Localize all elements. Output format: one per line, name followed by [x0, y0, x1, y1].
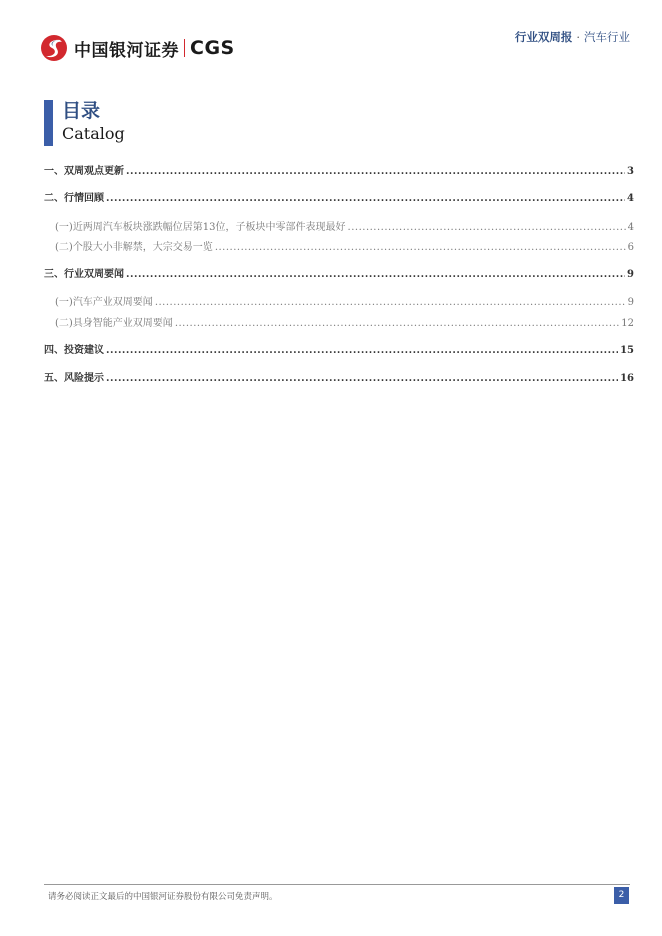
toc-page-number: 4 [627, 193, 634, 204]
toc-number: 四、 [44, 345, 64, 356]
toc-title: 行业双周要闻 [64, 269, 124, 280]
toc-page-number: 9 [627, 297, 634, 308]
toc-number: (二) [55, 318, 73, 329]
toc-page-number: 9 [627, 269, 634, 280]
page-title-en: Catalog [62, 124, 125, 143]
report-category [515, 29, 630, 45]
toc-subentry[interactable] [44, 314, 634, 329]
toc-title: 个股大小非解禁，大宗交易一览 [72, 242, 213, 253]
toc-leader [106, 373, 618, 384]
toc-leader [175, 318, 619, 329]
page-title-cn: 目录 [62, 100, 101, 122]
industry-label: 汽车行业 [584, 30, 630, 44]
toc-title: 风险提示 [64, 373, 104, 384]
toc-title: 汽车产业双周要闻 [72, 297, 153, 308]
toc-page-number: 3 [627, 166, 634, 177]
toc-leader [126, 269, 625, 280]
logo-divider [184, 39, 185, 57]
toc-title: 近两周汽车板块涨跌幅位居第13位，子板块中零部件表现最好 [72, 222, 346, 233]
toc-title: 双周观点更新 [64, 166, 124, 177]
toc-number: 一、 [44, 166, 64, 177]
toc-number: (一) [55, 222, 73, 233]
toc-title: 具身智能产业双周要闻 [72, 318, 173, 329]
report-type: 行业双周报 [514, 30, 573, 44]
cgs-logo-icon [40, 34, 68, 62]
title-accent-bar [44, 100, 53, 146]
toc-number: 二、 [44, 193, 64, 204]
toc-entry[interactable] [44, 341, 634, 356]
toc-leader [348, 222, 626, 233]
toc-leader [155, 297, 626, 308]
toc-entry[interactable] [44, 162, 634, 177]
footer-divider [44, 884, 630, 885]
toc-number: (二) [55, 242, 73, 253]
footer-disclaimer: 请务必阅读正文最后的中国银河证券股份有限公司免责声明。 [48, 892, 278, 902]
toc-subentry[interactable] [44, 293, 634, 308]
company-logo [40, 34, 235, 62]
toc-page-number: 6 [627, 242, 634, 253]
toc-leader [215, 242, 626, 253]
toc-title: 投资建议 [64, 345, 104, 356]
toc-number: 三、 [44, 269, 64, 280]
toc-number: 五、 [44, 373, 64, 384]
toc-page-number: 12 [621, 318, 634, 329]
toc-title: 行情回顾 [64, 193, 104, 204]
header-separator: · [576, 30, 580, 44]
toc-subentry[interactable] [44, 238, 634, 253]
toc-number: (一) [55, 297, 73, 308]
toc-entry[interactable] [44, 369, 634, 384]
toc-entry[interactable] [44, 189, 634, 204]
toc-leader [106, 193, 625, 204]
logo-text-cn: 中国银河证券 [74, 40, 179, 61]
toc-leader [126, 166, 625, 177]
toc-leader [106, 345, 618, 356]
page-number: 2 [614, 887, 629, 904]
toc-subentry[interactable] [44, 218, 634, 233]
logo-text-en: CGS [190, 37, 235, 59]
toc-page-number: 15 [620, 345, 634, 356]
toc-page-number: 4 [627, 222, 634, 233]
toc-page-number: 16 [620, 373, 634, 384]
toc-entry[interactable] [44, 265, 634, 280]
